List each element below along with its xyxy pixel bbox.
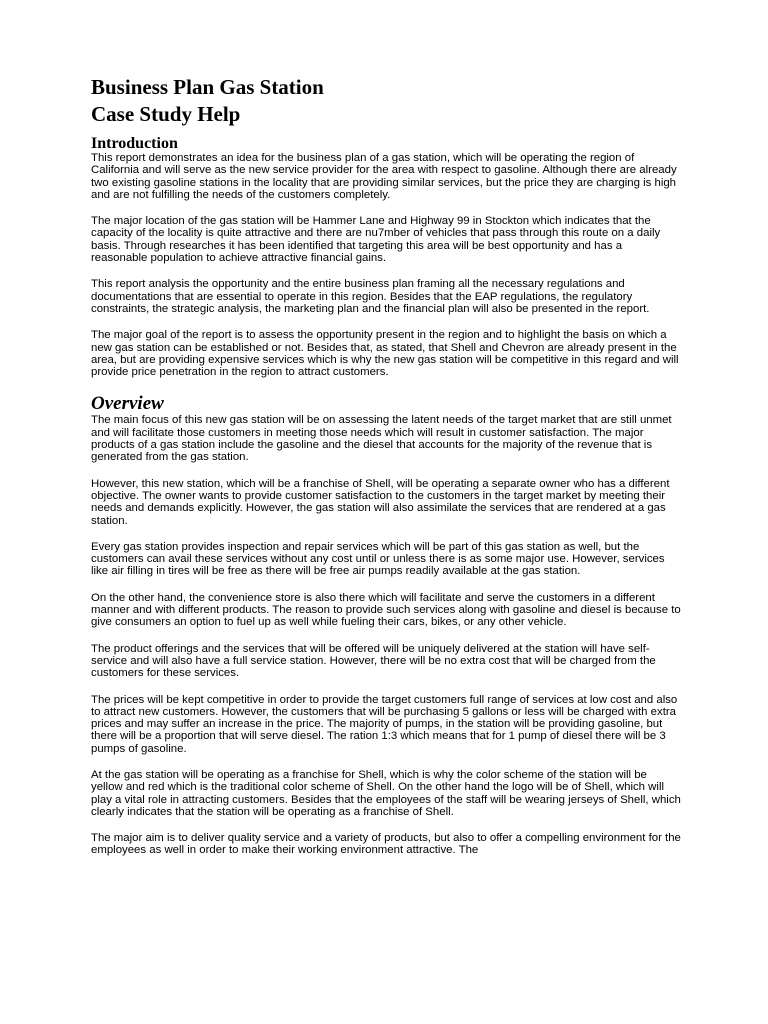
overview-paragraph: However, this new station, which will be a franchise of Shell, will be operating a separate owner who has a different objective. The owner wants to provide customer satisfaction to the customers in the target market by meeting their needs and demands explicitly. However, the gas station will also assimilate the services that are rendered at a gas station.	[91, 477, 670, 527]
introduction-paragraph: The major location of the gas station will be Hammer Lane and Highway 99 in Stockton which indicates that the capacity of the locality is quite attractive and there are nu7mber of vehicles that pass through this route on a daily basis. Through researches it has been identified that targeting this area will be best opportunity and has a reasonable population to achieve attractive financial gains.	[91, 215, 661, 265]
introduction-paragraph: This report analysis the opportunity and the entire business plan framing all the necessary regulations and documentations that are essential to operate in this region. Besides that the EAP regulations, the regulatory constraints, the strategic analysis, the marketing plan and the financial plan will also be presented in the report.	[91, 278, 650, 315]
overview-paragraph: The main focus of this new gas station will be on assessing the latent needs of the target market that are still unmet and will facilitate those customers in meeting those needs which will result in customer satisfaction. The major products of a gas station include the gasoline and the diesel that accounts for the majority of the revenue that is generated from the gas station.	[91, 414, 672, 464]
overview-paragraph: The prices will be kept competitive in order to provide the target customers full range of services at low cost and also to attract new customers. However, the customers that will be purchasing 5 gallons or less will be charged with extra prices and may suffer an increase in the price. The majority of pumps, in the station will be providing gasoline, but there will be a proportion that will serve diesel. The ration 1:3 which means that for 1 pump of diesel there will be 3 pumps of gasoline.	[91, 693, 678, 755]
introduction-heading: Introduction	[91, 135, 178, 152]
document-title-line-2: Case Study Help	[91, 102, 241, 126]
document-title-line-1: Business Plan Gas Station	[91, 75, 324, 99]
introduction-paragraph: The major goal of the report is to assess the opportunity present in the region and to highlight the basis on which a new gas station can be established or not. Besides that, as stated, that Shell and Chevron are already present in the area, but are providing expensive services which is why the new gas station will be competitive in this regard and will provide price penetration in the region to attract customers.	[91, 329, 679, 379]
overview-paragraph: Every gas station provides inspection and repair services which will be part of this gas station as well, but the customers can avail these services without any cost until or unless there is as some major use. However, services like air filling in tires will be free as there will be free air pumps readily available at the gas station.	[91, 540, 665, 578]
overview-paragraph: On the other hand, the convenience store is also there which will facilitate and serve the customers in a different manner and with different products. The reason to provide such services along with gasoline and diesel is because to give consumers an option to fuel up as well while fueling their cars, bikes, or any other vehicle.	[91, 591, 681, 629]
overview-heading: Overview	[91, 393, 164, 415]
overview-paragraph: At the gas station will be operating as a franchise for Shell, which is why the color scheme of the station will be yellow and red which is the traditional color scheme of Shell. On the other hand the logo will be of Shell, which will play a vital role in attracting customers. Besides that the employees of the staff will be wearing jerseys of Shell, which clearly indicates that the station will be operating as a franchise of Shell.	[91, 768, 681, 818]
overview-paragraph: The product offerings and the services that will be offered will be uniquely delivered at the station will have self-service and will also have a full service station. However, there will be no extra cost that will be charged from the customers for these services.	[91, 642, 656, 680]
overview-paragraph: The major aim is to deliver quality service and a variety of products, but also to offer a compelling environment for the employees as well in order to make their working environment attractive. The	[91, 832, 681, 857]
document-body	[91, 74, 681, 871]
introduction-paragraph: This report demonstrates an idea for the business plan of a gas station, which will be operating the region of California and will serve as the new service provider for the area with respect to gasoline. Although there are already two existing gasoline stations in the locality that are providing similar services, but the price they are charging is high and are not fulfilling the needs of the customers completely.	[91, 152, 677, 201]
